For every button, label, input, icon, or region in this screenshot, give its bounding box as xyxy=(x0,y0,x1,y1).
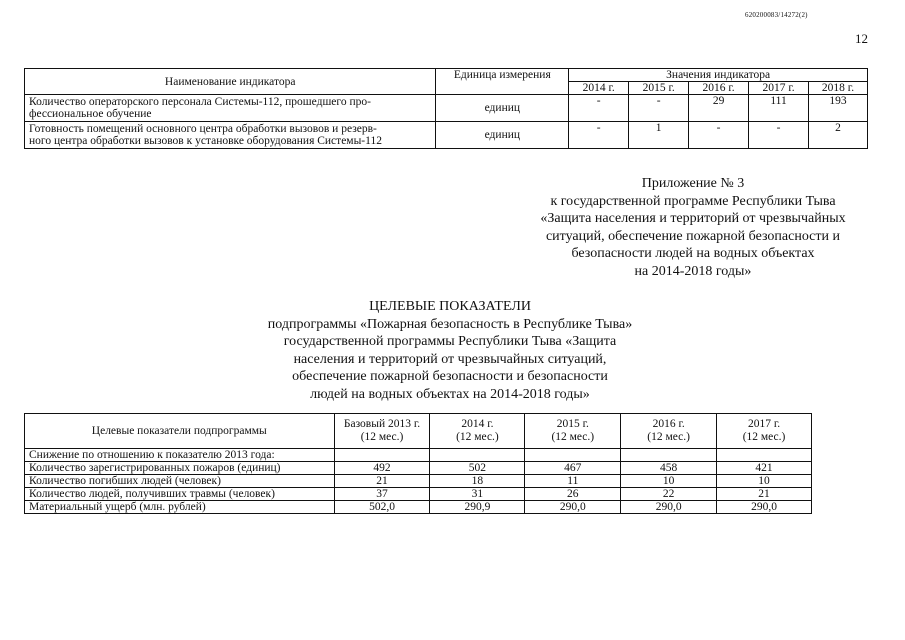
indicator-value: 11 xyxy=(525,475,621,488)
page-number: 12 xyxy=(855,31,868,46)
heading-line: населения и территорий от чрезвычайных ситуаций, xyxy=(293,351,607,367)
indicator-value: 290,0 xyxy=(621,501,717,514)
indicator-name: Материальный ущерб (млн. рублей) xyxy=(25,501,335,514)
indicator-name-line: Готовность помещений основного центра обработки вызовов и резерв- xyxy=(29,123,377,135)
year-header xyxy=(334,414,430,449)
indicator-unit: единиц xyxy=(436,95,569,122)
indicator-value: 10 xyxy=(717,475,812,488)
indicator-value: 502,0 xyxy=(334,501,430,514)
indicator-name-line: фессиональное обучение xyxy=(29,108,152,120)
indicators-table xyxy=(24,68,868,149)
appendix-line: Приложение № 3 xyxy=(641,176,745,191)
year-label: 2015 г. xyxy=(556,418,589,430)
indicator-value: 37 xyxy=(334,488,430,501)
indicator-value: 10 xyxy=(621,475,717,488)
heading-line: людей на водных объектах на 2014-2018 годы» xyxy=(310,386,590,402)
column-header-name: Целевые показатели подпрограммы xyxy=(25,414,335,449)
heading-line: обеспечение пожарной безопасности и безопасности xyxy=(292,369,608,384)
indicator-value: - xyxy=(569,95,629,122)
year-header xyxy=(621,414,717,449)
indicator-value: 31 xyxy=(430,488,525,501)
year-header xyxy=(717,414,812,449)
year-label: 2016 г. xyxy=(652,418,685,430)
table-row xyxy=(25,488,812,501)
indicator-value: 111 xyxy=(749,95,809,122)
target-indicators-table xyxy=(24,413,812,514)
table-row xyxy=(25,122,868,149)
year-label: 2017 г. xyxy=(747,418,781,430)
indicator-value: 502 xyxy=(430,462,525,475)
appendix-line: «Защита населения и территорий от чрезвычайных xyxy=(540,211,846,226)
table-row xyxy=(25,475,812,488)
appendix-line: на 2014-2018 годы» xyxy=(634,263,752,279)
indicator-value: 22 xyxy=(621,488,717,501)
indicator-name xyxy=(25,95,436,122)
year-header: 2016 г. xyxy=(689,82,749,95)
section-heading xyxy=(200,298,700,403)
indicator-value: 18 xyxy=(430,475,525,488)
section-label: Снижение по отношению к показателю 2013 года: xyxy=(25,449,335,462)
indicator-value: 21 xyxy=(717,488,812,501)
period-label: (12 мес.) xyxy=(647,431,690,443)
indicator-value: - xyxy=(749,122,809,149)
indicator-value: 467 xyxy=(525,462,621,475)
table-row xyxy=(25,501,812,514)
column-header-unit: Единица измерения xyxy=(436,69,569,95)
year-header xyxy=(430,414,525,449)
indicator-value: 290,0 xyxy=(717,501,812,514)
heading-line: государственной программы Республики Тыва «Защита xyxy=(283,334,617,349)
document-id: 620200083/14272(2) xyxy=(745,11,808,19)
indicator-name-line: Количество операторского персонала Системы-112, прошедшего про- xyxy=(29,96,371,108)
indicator-value: 26 xyxy=(525,488,621,501)
indicator-value: - xyxy=(629,95,689,122)
column-header-name: Наименование индикатора xyxy=(25,69,436,95)
indicator-unit: единиц xyxy=(436,122,569,149)
indicator-value: 492 xyxy=(334,462,430,475)
appendix-line: ситуаций, обеспечение пожарной безопасности и xyxy=(545,228,841,244)
table-header-row xyxy=(25,69,868,82)
indicator-name: Количество зарегистрированных пожаров (единиц) xyxy=(25,462,335,475)
appendix-line: к государственной программе Республики Тыва xyxy=(550,193,836,209)
indicator-value: - xyxy=(569,122,629,149)
heading-title: ЦЕЛЕВЫЕ ПОКАЗАТЕЛИ xyxy=(369,299,531,314)
indicator-value: 29 xyxy=(689,95,749,122)
period-label: (12 мес.) xyxy=(551,431,595,443)
year-header: 2014 г. xyxy=(569,82,629,95)
indicator-name: Количество людей, получивших травмы (человек) xyxy=(25,488,335,501)
period-label: (12 мес.) xyxy=(456,431,499,443)
indicator-name-line: ного центра обработки вызовов к установке оборудования Системы-112 xyxy=(29,135,382,147)
indicator-value: 290,9 xyxy=(430,501,525,514)
table-row xyxy=(25,95,868,122)
indicator-value: 1 xyxy=(629,122,689,149)
table-row xyxy=(25,462,812,475)
column-header-values: Значения индикатора xyxy=(569,69,868,82)
period-label: (12 мес.) xyxy=(742,431,786,443)
appendix-header xyxy=(520,175,866,280)
appendix-line: безопасности людей на водных объектах xyxy=(571,246,815,261)
indicator-value: 193 xyxy=(809,95,868,122)
year-header: 2018 г. xyxy=(809,82,868,95)
indicator-name: Количество погибших людей (человек) xyxy=(25,475,335,488)
period-label: (12 мес.) xyxy=(360,431,404,443)
indicator-value: 290,0 xyxy=(525,501,621,514)
year-label: 2014 г. xyxy=(461,418,494,430)
indicator-value: 458 xyxy=(621,462,717,475)
indicator-value: 2 xyxy=(809,122,868,149)
heading-line: подпрограммы «Пожарная безопасность в Республике Тыва» xyxy=(267,316,633,332)
indicator-value: 421 xyxy=(717,462,812,475)
indicator-value: - xyxy=(689,122,749,149)
year-label: Базовый 2013 г. xyxy=(343,418,421,430)
year-header xyxy=(525,414,621,449)
indicator-value: 21 xyxy=(334,475,430,488)
indicator-name xyxy=(25,122,436,149)
table-header-row xyxy=(25,414,812,449)
year-header: 2017 г. xyxy=(749,82,809,95)
year-header: 2015 г. xyxy=(629,82,689,95)
section-row xyxy=(25,449,812,462)
